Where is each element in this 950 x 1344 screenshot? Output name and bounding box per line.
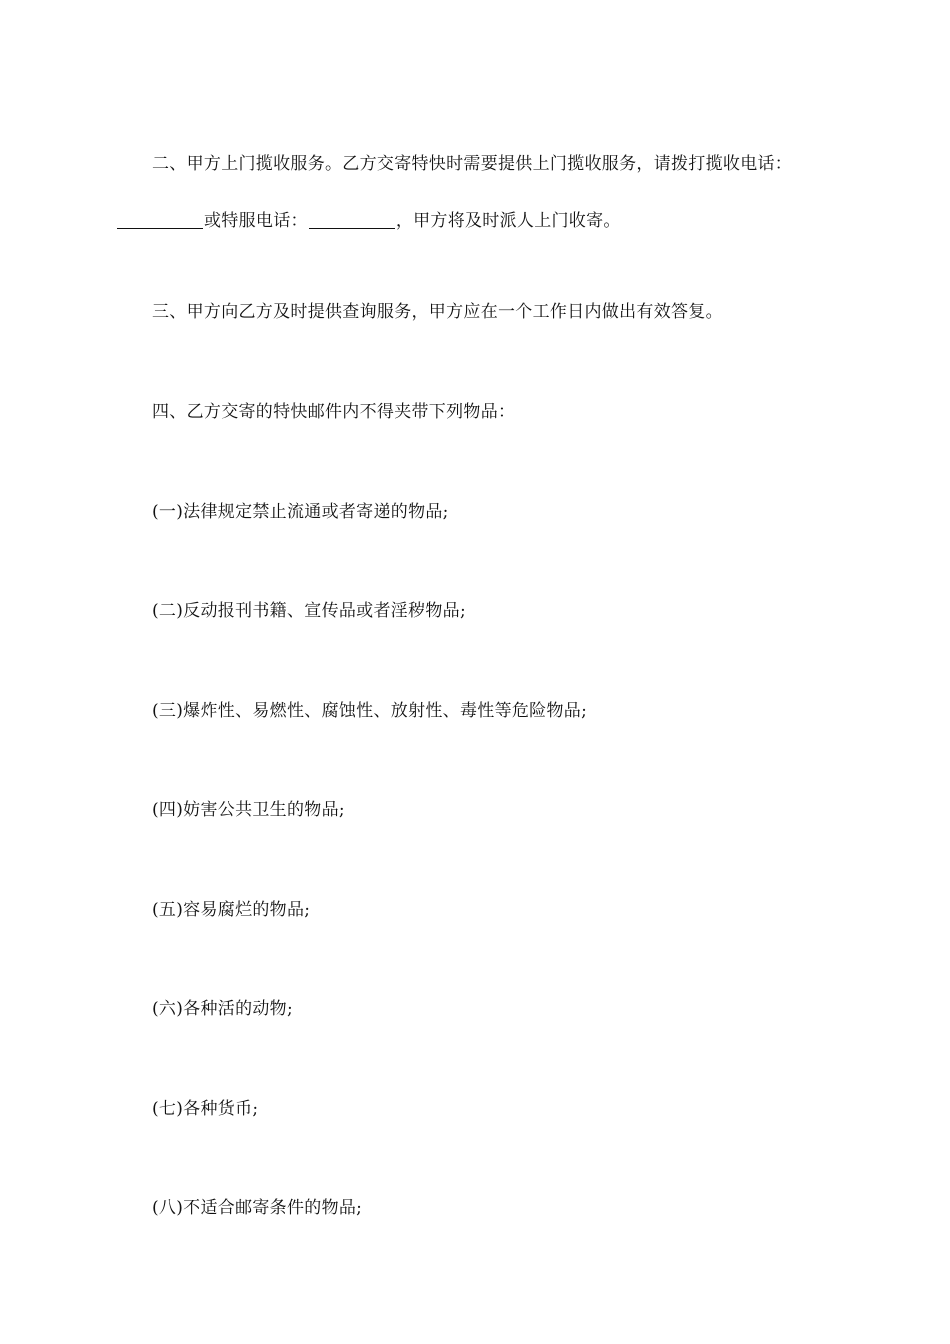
list-item: (二)反动报刊书籍、宣传品或者淫秽物品; xyxy=(152,601,466,621)
clause-3: 三、甲方向乙方及时提供查询服务，甲方应在一个工作日内做出有效答复。 xyxy=(152,302,723,322)
list-item: (四)妨害公共卫生的物品; xyxy=(152,800,345,820)
clause-2-text-a: 二、甲方上门揽收服务。乙方交寄特快时需要提供上门揽收服务，请拨打揽收电话： xyxy=(152,154,793,174)
list-item: (五)容易腐烂的物品; xyxy=(152,900,311,920)
clause-4: 四、乙方交寄的特快邮件内不得夹带下列物品： xyxy=(152,402,516,422)
pickup-phone-blank xyxy=(117,210,203,229)
clause-2-text-b: 或特服电话： xyxy=(204,211,308,231)
list-item: (六)各种活的动物; xyxy=(152,999,293,1019)
list-item: (八)不适合邮寄条件的物品; xyxy=(152,1198,363,1218)
list-item: (三)爆炸性、易燃性、腐蚀性、放射性、毒性等危险物品; xyxy=(152,701,588,721)
clause-2-text-c: ，甲方将及时派人上门收寄。 xyxy=(395,211,621,231)
clause-2 xyxy=(116,136,836,250)
list-item: (七)各种货币; xyxy=(152,1099,259,1119)
list-item: (一)法律规定禁止流通或者寄递的物品; xyxy=(152,502,449,522)
service-phone-blank xyxy=(309,210,395,229)
